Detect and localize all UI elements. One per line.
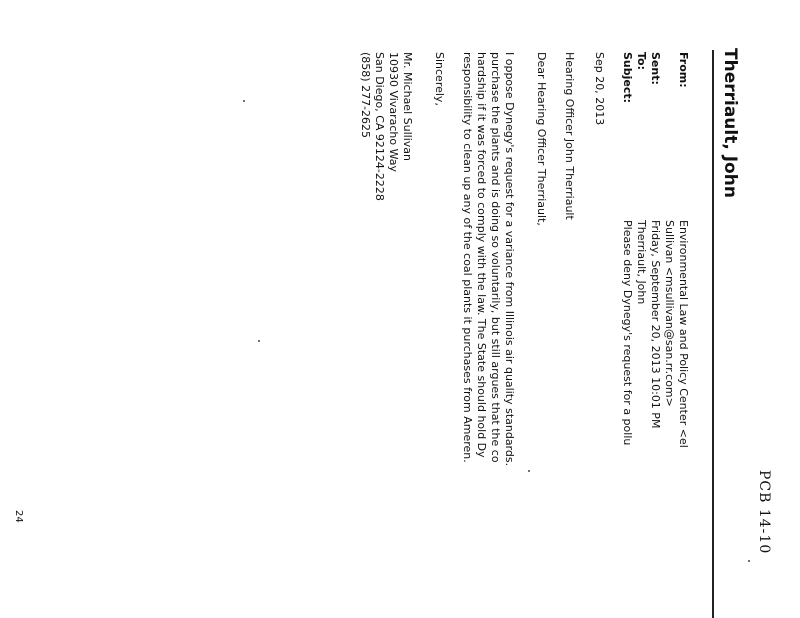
sender-name-heading: Therriault, John bbox=[720, 48, 740, 198]
signature-line: San Diego, CA 92124-2228 bbox=[373, 52, 386, 201]
letter-salutation: Dear Hearing Officer Therriault, bbox=[535, 52, 548, 226]
sent-label: Sent: bbox=[649, 52, 662, 85]
from-value: Environmental Law and Policy Center <el bbox=[677, 220, 690, 448]
to-value: Therriault, John bbox=[635, 220, 648, 305]
letter-recipient: Hearing Officer John Therriault bbox=[563, 52, 576, 220]
body-line: hardship if it was forced to comply with the law. The State should hold Dy bbox=[475, 52, 488, 458]
signature-line: (858) 277-2625 bbox=[359, 52, 372, 139]
scan-speck bbox=[528, 470, 530, 472]
from-label: From: bbox=[677, 52, 690, 88]
from-email-value: Sullivan <msullivan@san.rr.com> bbox=[663, 220, 676, 407]
signature-line: Mr. Michael Sullivan bbox=[401, 52, 414, 161]
body-line: I oppose Dynegy's request for a variance from Illinois air quality standards. bbox=[503, 52, 516, 467]
scan-speck bbox=[243, 100, 245, 102]
subject-label: Subject: bbox=[621, 52, 634, 104]
header-divider bbox=[712, 50, 714, 618]
to-label: To: bbox=[635, 52, 648, 70]
sent-value: Friday, September 20, 2013 10:01 PM bbox=[649, 220, 662, 429]
docket-number: PCB 14-10 bbox=[756, 470, 772, 555]
letter-closing: Sincerely, bbox=[433, 52, 446, 106]
body-line: responsibility to clean up any of the coal plants it purchases from Ameren. bbox=[461, 52, 474, 463]
page-number: 24 bbox=[13, 510, 24, 523]
body-line: purchase the plants and is doing so voluntarily, but still argues that the co bbox=[489, 52, 502, 463]
scan-speck bbox=[748, 560, 750, 562]
signature-line: 10930 Vivaracho Way bbox=[387, 52, 400, 173]
subject-value: Please deny Dynegy's request for a pollu bbox=[621, 220, 634, 446]
letter-date: Sep 20, 2013 bbox=[593, 52, 606, 126]
scan-speck bbox=[258, 340, 260, 342]
